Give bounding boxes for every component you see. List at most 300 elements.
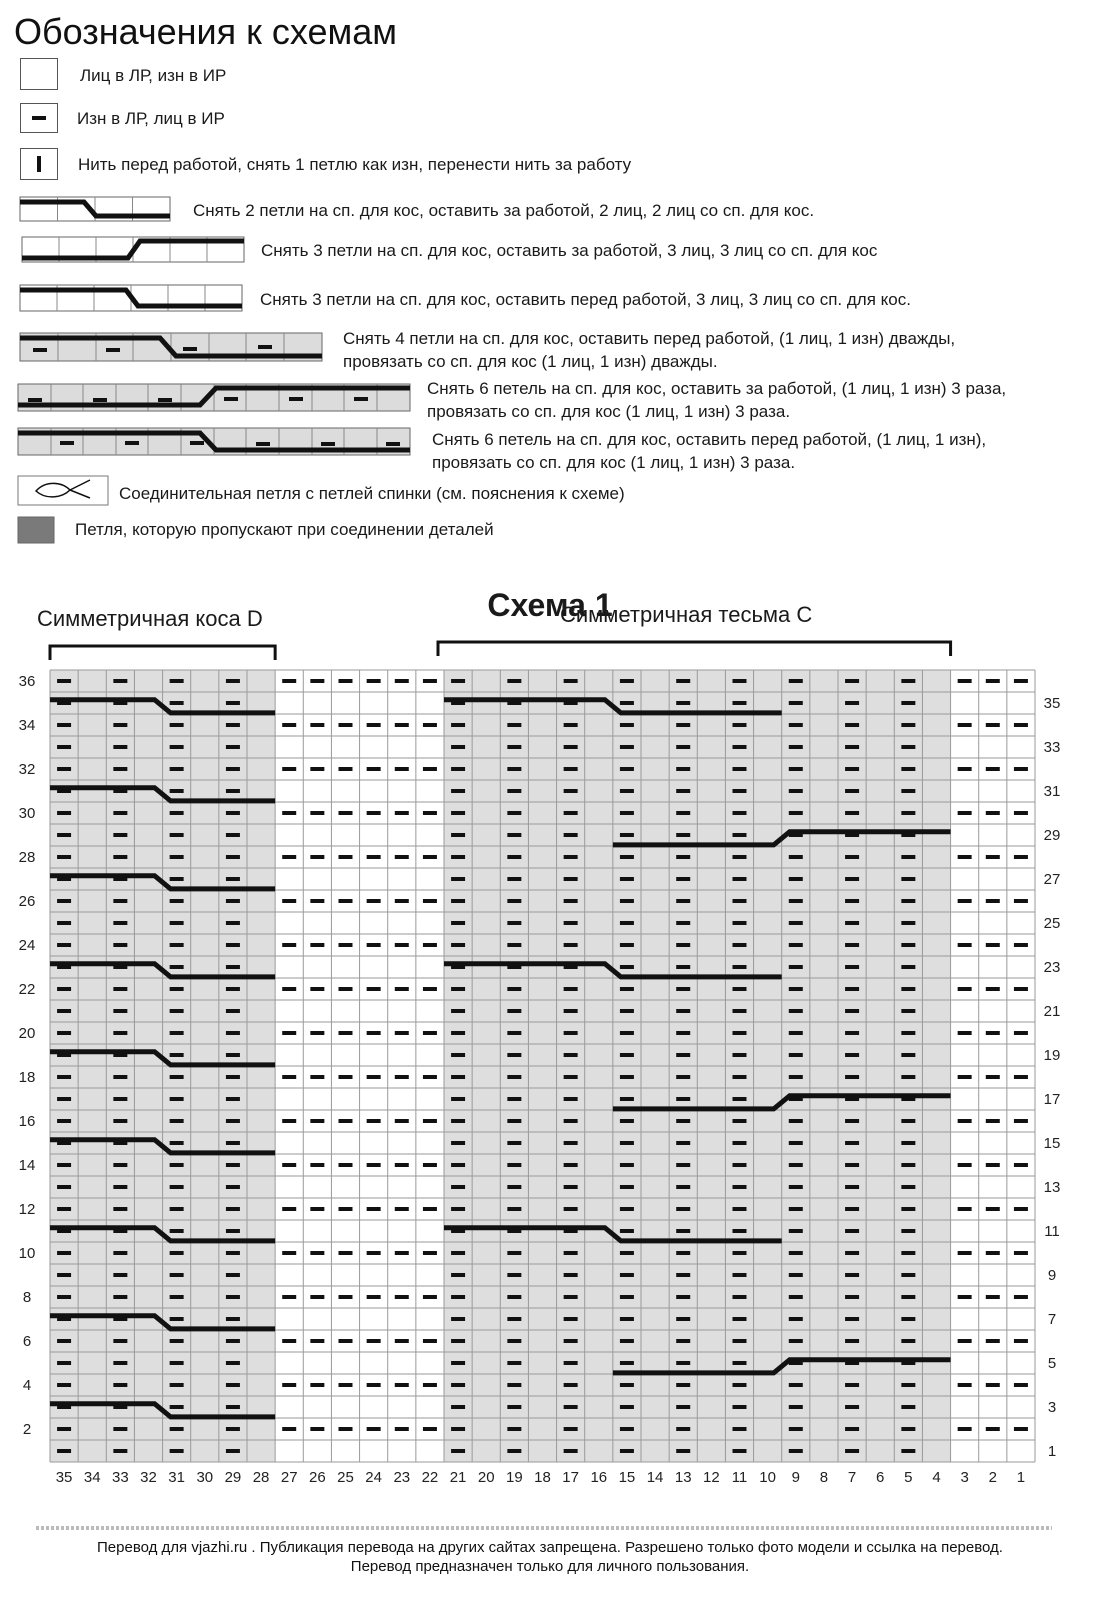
purl-mark xyxy=(564,723,578,727)
purl-mark xyxy=(1014,1383,1028,1387)
legend-skip-text: Петля, которую пропускают при соединении деталей xyxy=(75,520,494,539)
purl-mark xyxy=(845,1141,859,1145)
legend-cable-3-3-front-text: Снять 3 петли на сп. для кос, оставить перед работой, 3 лиц, 3 лиц со сп. для кос. xyxy=(260,290,911,309)
purl-mark xyxy=(564,1361,578,1365)
purl-mark xyxy=(507,1317,521,1321)
purl-mark xyxy=(1014,1427,1028,1431)
purl-mark xyxy=(789,1229,803,1233)
purl-mark xyxy=(226,789,240,793)
purl-mark xyxy=(282,1163,296,1167)
purl-mark xyxy=(282,943,296,947)
purl-mark xyxy=(423,899,437,903)
purl-mark xyxy=(620,1229,634,1233)
purl-mark xyxy=(507,745,521,749)
purl-mark xyxy=(226,965,240,969)
purl-mark xyxy=(451,899,465,903)
purl-mark xyxy=(676,1031,690,1035)
purl-mark xyxy=(226,1339,240,1343)
purl-mark xyxy=(507,943,521,947)
purl-mark xyxy=(170,1141,184,1145)
bracket-braid-d xyxy=(50,646,275,660)
purl-mark xyxy=(564,1009,578,1013)
purl-mark xyxy=(845,1053,859,1057)
purl-mark xyxy=(958,1075,972,1079)
legend xyxy=(0,0,1100,560)
purl-mark xyxy=(620,943,634,947)
purl-mark xyxy=(113,877,127,881)
purl-mark xyxy=(423,855,437,859)
column-label: 4 xyxy=(932,1469,941,1486)
purl-mark xyxy=(958,1119,972,1123)
row-label-left: 32 xyxy=(18,761,36,778)
purl-mark xyxy=(901,1361,915,1365)
purl-mark xyxy=(113,1449,127,1453)
footer xyxy=(0,1538,1100,1576)
purl-mark xyxy=(733,1097,747,1101)
column-label: 17 xyxy=(562,1469,579,1486)
column-label: 13 xyxy=(674,1469,692,1486)
purl-mark xyxy=(57,1119,71,1123)
purl-mark xyxy=(676,1317,690,1321)
purl-mark xyxy=(367,1339,381,1343)
purl-mark xyxy=(226,767,240,771)
purl-mark xyxy=(986,855,1000,859)
purl-mark xyxy=(367,811,381,815)
column-label: 34 xyxy=(83,1469,101,1486)
row-label-right: 25 xyxy=(1043,915,1061,932)
purl-mark xyxy=(507,1075,521,1079)
section-label-braid-d: Симметричная коса D xyxy=(37,606,263,631)
purl-mark xyxy=(620,1361,634,1365)
purl-mark xyxy=(986,1295,1000,1299)
purl-mark xyxy=(958,679,972,683)
purl-mark xyxy=(845,855,859,859)
purl-mark xyxy=(451,833,465,837)
purl-mark xyxy=(395,1119,409,1123)
purl-mark xyxy=(789,1141,803,1145)
purl-mark xyxy=(845,679,859,683)
purl-mark xyxy=(1014,855,1028,859)
purl-mark xyxy=(845,767,859,771)
purl-mark xyxy=(226,1075,240,1079)
row-label-right: 13 xyxy=(1043,1179,1061,1196)
purl-mark xyxy=(507,723,521,727)
purl-mark xyxy=(282,855,296,859)
purl-mark xyxy=(226,723,240,727)
purl-mark xyxy=(845,1163,859,1167)
purl-mark xyxy=(676,877,690,881)
purl-mark xyxy=(451,987,465,991)
purl-mark xyxy=(113,855,127,859)
purl-mark xyxy=(901,789,915,793)
row-label-right: 9 xyxy=(1047,1267,1057,1284)
purl-mark xyxy=(845,1229,859,1233)
row-label-left: 10 xyxy=(18,1245,36,1262)
purl-mark xyxy=(733,1405,747,1409)
purl-mark xyxy=(901,1251,915,1255)
purl-mark xyxy=(113,1251,127,1255)
purl-mark xyxy=(339,811,353,815)
purl-mark xyxy=(507,987,521,991)
purl-mark xyxy=(170,1229,184,1233)
purl-mark xyxy=(451,943,465,947)
shaded-block xyxy=(444,670,951,1462)
purl-mark xyxy=(564,1163,578,1167)
purl-mark xyxy=(789,877,803,881)
cable-band-c xyxy=(613,1096,951,1109)
row-label-right: 31 xyxy=(1043,783,1061,800)
column-label: 30 xyxy=(196,1469,214,1486)
purl-mark xyxy=(958,1383,972,1387)
purl-mark xyxy=(507,1383,521,1387)
legend-cable-6-6-back-rib-text-1: Снять 6 петель на сп. для кос, оставить за работой, (1 лиц, 1 изн) 3 раза, xyxy=(427,379,1007,398)
purl-mark xyxy=(226,1229,240,1233)
purl-mark xyxy=(986,899,1000,903)
purl-mark xyxy=(620,1339,634,1343)
purl-mark xyxy=(451,679,465,683)
purl-mark xyxy=(113,1053,127,1057)
purl-mark xyxy=(789,987,803,991)
purl-mark xyxy=(1014,1075,1028,1079)
purl-mark xyxy=(57,1383,71,1387)
column-label: 5 xyxy=(904,1469,913,1486)
purl-mark xyxy=(57,1273,71,1277)
purl-mark xyxy=(310,1031,324,1035)
purl-mark xyxy=(170,1317,184,1321)
row-label-right: 7 xyxy=(1047,1311,1057,1328)
purl-mark xyxy=(507,1053,521,1057)
purl-mark xyxy=(1014,679,1028,683)
purl-mark xyxy=(367,1119,381,1123)
purl-mark xyxy=(564,1207,578,1211)
purl-mark xyxy=(733,1339,747,1343)
purl-mark xyxy=(310,811,324,815)
purl-mark xyxy=(789,1163,803,1167)
purl-mark xyxy=(620,1449,634,1453)
purl-mark xyxy=(986,1163,1000,1167)
purl-mark xyxy=(676,833,690,837)
purl-mark xyxy=(226,1141,240,1145)
purl-mark xyxy=(395,1383,409,1387)
purl-mark xyxy=(733,1449,747,1453)
purl-mark xyxy=(113,811,127,815)
purl-mark xyxy=(564,1273,578,1277)
purl-mark xyxy=(958,1163,972,1167)
purl-mark xyxy=(845,1207,859,1211)
purl-mark xyxy=(1014,1163,1028,1167)
purl-mark xyxy=(226,1427,240,1431)
purl-mark xyxy=(423,1075,437,1079)
purl-mark xyxy=(676,1097,690,1101)
purl-mark xyxy=(57,877,71,881)
purl-mark xyxy=(282,1339,296,1343)
purl-mark xyxy=(57,767,71,771)
purl-mark xyxy=(676,1075,690,1079)
purl-mark xyxy=(620,745,634,749)
purl-mark xyxy=(733,855,747,859)
purl-mark xyxy=(310,1383,324,1387)
purl-mark xyxy=(845,1119,859,1123)
purl-mark xyxy=(226,877,240,881)
purl-mark xyxy=(676,1361,690,1365)
purl-mark xyxy=(958,1427,972,1431)
purl-mark xyxy=(282,767,296,771)
purl-mark xyxy=(507,877,521,881)
purl-mark xyxy=(789,943,803,947)
purl-mark xyxy=(57,855,71,859)
purl-mark xyxy=(733,1075,747,1079)
purl-mark xyxy=(901,1207,915,1211)
purl-mark xyxy=(676,1251,690,1255)
purl-mark xyxy=(789,1339,803,1343)
purl-mark xyxy=(339,987,353,991)
row-label-left: 6 xyxy=(22,1333,32,1350)
cable-12-rib-icon xyxy=(18,384,410,411)
purl-mark xyxy=(113,745,127,749)
purl-mark xyxy=(986,723,1000,727)
purl-mark xyxy=(395,1295,409,1299)
purl-mark xyxy=(226,1119,240,1123)
purl-mark xyxy=(367,1383,381,1387)
purl-mark xyxy=(789,701,803,705)
purl-mark xyxy=(901,701,915,705)
purl-mark xyxy=(170,1185,184,1189)
purl-mark xyxy=(367,943,381,947)
purl-mark xyxy=(958,1251,972,1255)
purl-mark xyxy=(226,1097,240,1101)
purl-mark xyxy=(170,1075,184,1079)
purl-mark xyxy=(451,1295,465,1299)
purl-mark xyxy=(310,899,324,903)
purl-mark xyxy=(507,1009,521,1013)
purl-mark xyxy=(733,811,747,815)
purl-mark xyxy=(733,701,747,705)
purl-mark xyxy=(451,1009,465,1013)
purl-mark xyxy=(451,1427,465,1431)
purl-mark xyxy=(451,1031,465,1035)
purl-mark xyxy=(57,1317,71,1321)
purl-mark xyxy=(986,1031,1000,1035)
purl-mark xyxy=(395,811,409,815)
purl-mark xyxy=(845,987,859,991)
purl-mark xyxy=(901,1427,915,1431)
purl-mark xyxy=(986,987,1000,991)
purl-mark xyxy=(789,1383,803,1387)
purl-mark xyxy=(367,1031,381,1035)
purl-mark xyxy=(620,921,634,925)
purl-mark xyxy=(282,1295,296,1299)
cable-band-c xyxy=(613,1360,951,1373)
purl-mark xyxy=(170,1361,184,1365)
purl-mark xyxy=(789,1053,803,1057)
purl-mark xyxy=(170,1339,184,1343)
purl-mark xyxy=(451,921,465,925)
row-label-right: 19 xyxy=(1043,1047,1061,1064)
purl-mark xyxy=(395,1207,409,1211)
purl-mark xyxy=(845,1031,859,1035)
purl-mark xyxy=(226,1273,240,1277)
purl-mark xyxy=(986,1383,1000,1387)
purl-mark xyxy=(170,965,184,969)
purl-mark xyxy=(564,1383,578,1387)
purl-mark xyxy=(1014,1031,1028,1035)
purl-mark xyxy=(620,1273,634,1277)
purl-mark xyxy=(845,1185,859,1189)
purl-mark xyxy=(901,679,915,683)
purl-mark xyxy=(226,1383,240,1387)
purl-mark xyxy=(958,987,972,991)
purl-mark xyxy=(958,899,972,903)
purl-mark xyxy=(170,877,184,881)
purl-mark xyxy=(789,965,803,969)
purl-mark xyxy=(564,1119,578,1123)
purl-mark xyxy=(901,1075,915,1079)
column-label: 8 xyxy=(819,1469,829,1486)
purl-mark xyxy=(170,1031,184,1035)
purl-mark xyxy=(1014,1295,1028,1299)
purl-mark xyxy=(507,921,521,925)
purl-mark xyxy=(367,1295,381,1299)
purl-mark xyxy=(789,1449,803,1453)
purl-mark xyxy=(451,1141,465,1145)
purl-mark xyxy=(676,1405,690,1409)
purl-mark xyxy=(845,1097,859,1101)
purl-mark xyxy=(620,1207,634,1211)
purl-mark xyxy=(310,1427,324,1431)
purl-mark xyxy=(789,1207,803,1211)
purl-mark xyxy=(901,1405,915,1409)
purl-mark xyxy=(789,1427,803,1431)
purl-mark xyxy=(226,1361,240,1365)
purl-mark xyxy=(507,1097,521,1101)
purl-mark xyxy=(901,1163,915,1167)
purl-mark xyxy=(789,1317,803,1321)
purl-mark xyxy=(113,679,127,683)
gray-square-icon xyxy=(18,517,54,543)
purl-mark xyxy=(901,877,915,881)
purl-mark xyxy=(1014,1119,1028,1123)
purl-mark xyxy=(564,965,578,969)
purl-mark xyxy=(170,679,184,683)
purl-mark xyxy=(226,943,240,947)
purl-mark xyxy=(789,1119,803,1123)
purl-mark xyxy=(507,1185,521,1189)
purl-mark xyxy=(423,1251,437,1255)
purl-mark xyxy=(113,723,127,727)
purl-mark xyxy=(676,723,690,727)
purl-mark xyxy=(1014,943,1028,947)
purl-mark xyxy=(507,833,521,837)
purl-mark xyxy=(57,1229,71,1233)
purl-mark xyxy=(676,921,690,925)
footer-line-1: Перевод для vjazhi.ru . Публикация перевода на других сайтах запрещена. Разрешено только фото модели и ссылка на перевод. xyxy=(97,1539,1003,1556)
purl-mark xyxy=(986,679,1000,683)
purl-mark xyxy=(451,701,465,705)
purl-mark xyxy=(845,921,859,925)
purl-mark xyxy=(901,811,915,815)
purl-mark xyxy=(845,1075,859,1079)
legend-cable-4-4-front-rib-text-2: провязать со сп. для кос (1 лиц, 1 изн) дважды. xyxy=(343,352,718,371)
row-label-right: 21 xyxy=(1043,1003,1061,1020)
column-label: 6 xyxy=(876,1469,885,1486)
purl-mark xyxy=(620,855,634,859)
purl-mark xyxy=(367,1075,381,1079)
purl-mark xyxy=(676,987,690,991)
purl-mark xyxy=(845,965,859,969)
purl-mark xyxy=(310,987,324,991)
purl-mark xyxy=(676,1163,690,1167)
purl-mark xyxy=(339,1207,353,1211)
column-label: 35 xyxy=(55,1469,73,1486)
row-label-left: 26 xyxy=(18,893,36,910)
purl-mark xyxy=(986,767,1000,771)
purl-mark xyxy=(507,679,521,683)
purl-mark xyxy=(451,1053,465,1057)
purl-mark xyxy=(226,1031,240,1035)
purl-mark xyxy=(451,1251,465,1255)
purl-mark xyxy=(423,1207,437,1211)
purl-mark xyxy=(113,921,127,925)
purl-mark xyxy=(564,1317,578,1321)
purl-mark xyxy=(367,1207,381,1211)
purl-mark xyxy=(170,899,184,903)
purl-mark xyxy=(226,1449,240,1453)
purl-mark xyxy=(901,1141,915,1145)
purl-mark xyxy=(789,1185,803,1189)
purl-mark xyxy=(845,1427,859,1431)
purl-mark xyxy=(226,745,240,749)
purl-mark xyxy=(395,1031,409,1035)
purl-mark xyxy=(564,745,578,749)
purl-mark xyxy=(57,1097,71,1101)
purl-mark xyxy=(789,921,803,925)
purl-mark xyxy=(901,1097,915,1101)
purl-mark xyxy=(676,1383,690,1387)
purl-mark xyxy=(170,833,184,837)
row-label-right: 27 xyxy=(1043,871,1061,888)
cable-braid-d xyxy=(50,1228,275,1241)
purl-mark xyxy=(958,943,972,947)
purl-mark xyxy=(676,1185,690,1189)
purl-mark xyxy=(564,1097,578,1101)
purl-mark xyxy=(845,745,859,749)
purl-mark xyxy=(986,1075,1000,1079)
purl-mark xyxy=(57,701,71,705)
purl-mark xyxy=(367,987,381,991)
purl-mark xyxy=(57,1185,71,1189)
purl-mark xyxy=(57,1141,71,1145)
purl-mark xyxy=(423,1163,437,1167)
purl-mark xyxy=(226,701,240,705)
purl-mark xyxy=(676,789,690,793)
purl-mark xyxy=(564,1427,578,1431)
purl-mark xyxy=(57,921,71,925)
purl-mark xyxy=(676,1053,690,1057)
column-label: 11 xyxy=(731,1469,748,1486)
purl-mark xyxy=(564,899,578,903)
purl-mark xyxy=(226,899,240,903)
purl-mark xyxy=(310,1251,324,1255)
purl-mark xyxy=(1014,1251,1028,1255)
purl-mark xyxy=(339,943,353,947)
purl-mark xyxy=(339,723,353,727)
column-label: 25 xyxy=(337,1469,354,1486)
legend-cable-symbols xyxy=(0,0,1100,560)
purl-mark xyxy=(676,745,690,749)
row-label-right: 3 xyxy=(1047,1399,1057,1416)
purl-mark xyxy=(57,1031,71,1035)
purl-mark xyxy=(113,1207,127,1211)
